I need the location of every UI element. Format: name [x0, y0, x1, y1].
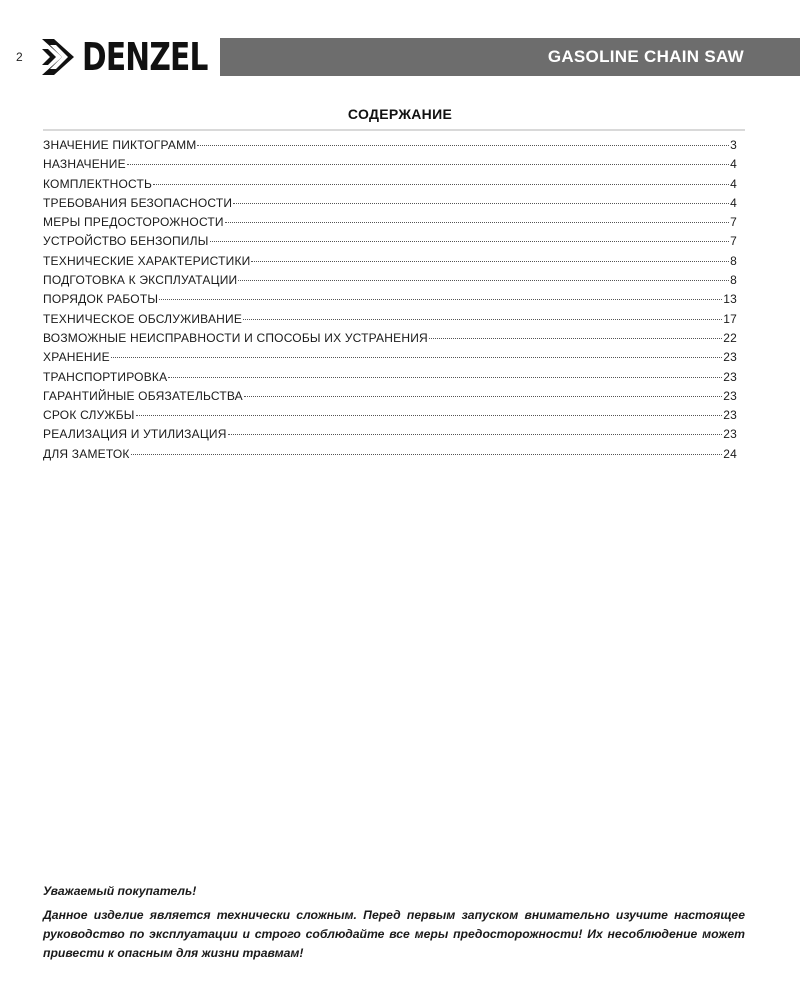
toc-dot-leader	[244, 396, 722, 397]
toc-entry[interactable]	[43, 196, 737, 215]
toc-entry-page: 17	[723, 311, 737, 326]
toc-dot-leader	[131, 454, 723, 455]
toc-entry-page: 4	[730, 195, 737, 210]
toc-entry-page: 24	[723, 446, 737, 461]
toc-dot-leader	[168, 377, 722, 378]
customer-notice	[43, 882, 745, 963]
toc-entry-label: ПОРЯДОК РАБОТЫ	[43, 292, 159, 307]
toc-entry-page: 23	[723, 350, 737, 365]
toc-divider	[43, 129, 745, 131]
toc-entry-label: УСТРОЙСТВО БЕНЗОПИЛЫ	[43, 234, 209, 249]
toc-entry[interactable]	[43, 138, 737, 157]
toc-entry-page: 8	[730, 273, 737, 288]
toc-dot-leader	[153, 184, 729, 185]
toc-entry-label: МЕРЫ ПРЕДОСТОРОЖНОСТИ	[43, 215, 224, 230]
notice-greeting: Уважаемый покупатель!	[43, 884, 197, 898]
toc-entry[interactable]	[43, 331, 737, 350]
toc-entry-label: ПОДГОТОВКА К ЭКСПЛУАТАЦИИ	[43, 273, 238, 288]
toc-entry-page: 8	[730, 253, 737, 268]
header-band	[220, 38, 800, 76]
toc-entry-page: 22	[723, 330, 737, 345]
toc-entry-label: ВОЗМОЖНЫЕ НЕИСПРАВНОСТИ И СПОСОБЫ ИХ УСТРАНЕНИЯ	[43, 330, 428, 345]
denzel-chevron-logo-icon	[40, 37, 78, 77]
toc-dot-leader	[197, 145, 729, 146]
toc-dot-leader	[251, 261, 729, 262]
toc-entry[interactable]	[43, 389, 737, 408]
toc-entry[interactable]	[43, 157, 737, 176]
toc-entry-page: 4	[730, 157, 737, 172]
toc-entry-label: ГАРАНТИЙНЫЕ ОБЯЗАТЕЛЬСТВА	[43, 388, 243, 403]
toc-entry-page: 7	[730, 234, 737, 249]
toc-dot-leader	[233, 203, 729, 204]
toc-entry[interactable]	[43, 254, 737, 273]
toc-entry-label: ХРАНЕНИЕ	[43, 350, 110, 365]
table-of-contents	[43, 138, 737, 466]
document-title: GASOLINE CHAIN SAW	[547, 47, 744, 66]
toc-dot-leader	[243, 319, 722, 320]
toc-entry-label: НАЗНАЧЕНИЕ	[43, 157, 126, 172]
toc-entry[interactable]	[43, 408, 737, 427]
toc-entry-label: РЕАЛИЗАЦИЯ И УТИЛИЗАЦИЯ	[43, 427, 227, 442]
toc-entry[interactable]	[43, 447, 737, 466]
toc-entry-label: ТРАНСПОРТИРОВКА	[43, 369, 168, 384]
toc-entry-label: ТЕХНИЧЕСКИЕ ХАРАКТЕРИСТИКИ	[43, 253, 251, 268]
toc-dot-leader	[238, 280, 729, 281]
toc-dot-leader	[127, 164, 729, 165]
denzel-logo	[40, 36, 243, 78]
toc-entry[interactable]	[43, 370, 737, 389]
toc-entry-label: СРОК СЛУЖБЫ	[43, 408, 135, 423]
toc-dot-leader	[136, 415, 723, 416]
toc-entry[interactable]	[43, 292, 737, 311]
toc-entry-label: ДЛЯ ЗАМЕТОК	[43, 446, 130, 461]
toc-entry-page: 3	[730, 138, 737, 152]
toc-dot-leader	[228, 434, 723, 435]
toc-dot-leader	[210, 241, 730, 242]
toc-entry[interactable]	[43, 215, 737, 234]
brand-name: DENZEL	[82, 35, 208, 79]
notice-body: Данное изделие является технически сложным. Перед первым запуском внимательно изучите настоящее руководство по эксплуатации и строго соблюдайте все меры предосторожности! Их несоблюдение может привести к опасным для жизни травмам!	[43, 908, 745, 960]
toc-entry[interactable]	[43, 234, 737, 253]
toc-entry-label: КОМПЛЕКТНОСТЬ	[43, 176, 153, 191]
toc-dot-leader	[225, 222, 729, 223]
toc-entry-label: ЗНАЧЕНИЕ ПИКТОГРАММ	[43, 138, 197, 152]
toc-entry[interactable]	[43, 350, 737, 369]
toc-entry-page: 23	[723, 427, 737, 442]
toc-dot-leader	[159, 299, 722, 300]
toc-entry[interactable]	[43, 177, 737, 196]
toc-entry-page: 7	[730, 215, 737, 230]
page-number: 2	[16, 50, 23, 64]
toc-entry[interactable]	[43, 427, 737, 446]
toc-entry-page: 23	[723, 369, 737, 384]
toc-dot-leader	[429, 338, 722, 339]
toc-entry-page: 23	[723, 388, 737, 403]
toc-entry-label: ТЕХНИЧЕСКОЕ ОБСЛУЖИВАНИЕ	[43, 311, 243, 326]
toc-title: СОДЕРЖАНИЕ	[347, 106, 453, 122]
toc-entry-page: 13	[723, 292, 737, 307]
toc-entry[interactable]	[43, 312, 737, 331]
toc-entry[interactable]	[43, 273, 737, 292]
toc-dot-leader	[111, 357, 722, 358]
toc-entry-label: ТРЕБОВАНИЯ БЕЗОПАСНОСТИ	[43, 195, 233, 210]
toc-entry-page: 4	[730, 176, 737, 191]
toc-entry-page: 23	[723, 408, 737, 423]
